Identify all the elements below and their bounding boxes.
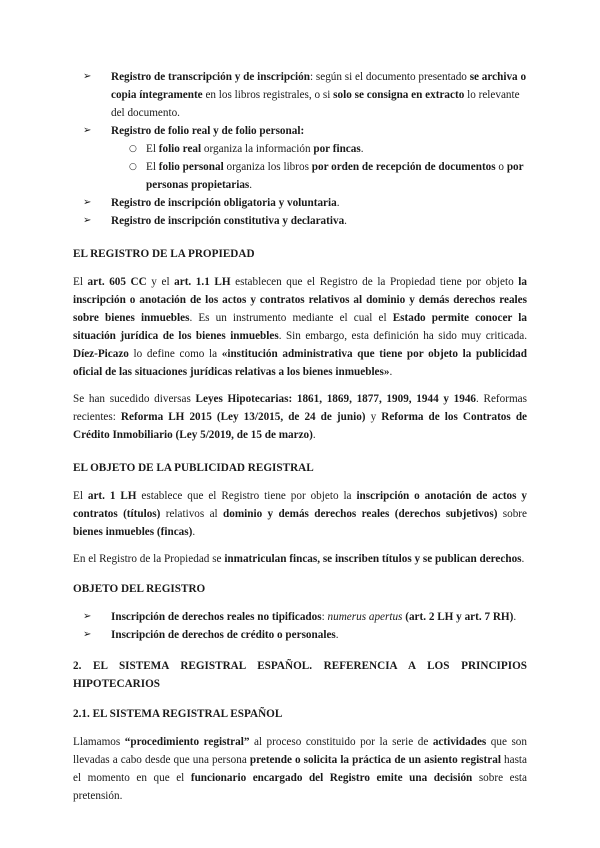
section-heading-registro-propiedad: EL REGISTRO DE LA PROPIEDAD	[73, 248, 255, 260]
list-item-derechos-credito: ➢ Inscripción de derechos de crédito o personales.	[73, 626, 527, 644]
section-heading-objeto-publicidad: EL OBJETO DE LA PUBLICIDAD REGISTRAL	[73, 462, 314, 474]
list-item-constitutive: ➢ Registro de inscripción constitutiva y declarativa.	[73, 212, 527, 230]
section-heading-2-1: 2.1. EL SISTEMA REGISTRAL ESPAÑOL	[73, 708, 283, 720]
document-content	[73, 68, 527, 805]
section-heading-objeto-registro: OBJETO DEL REGISTRO	[73, 583, 206, 595]
section-heading-sistema-registral: 2. EL SISTEMA REGISTRAL ESPAÑOL. REFERENCIA A LOS PRINCIPIOS HIPOTECARIOS	[73, 660, 527, 690]
list-item-folio: ➢ Registro de folio real y de folio personal: ○ El folio real organiza la información por fincas. ○ El folio personal organiza los libros por orden de recepción de documentos o por personas propietarias.	[73, 122, 527, 194]
folio-sublist	[111, 140, 527, 194]
paragraph-leyes-hipotecarias: Se han sucedido diversas Leyes Hipotecarias: 1861, 1869, 1877, 1909, 1944 y 1946. Reformas recientes: Reforma LH 2015 (Ley 13/2015, de 24 de junio) y Reforma de los Contratos de Crédito Inmobiliario (Ley 5/2019, de 15 de marzo).	[73, 393, 528, 441]
item-title: Registro de transcripción y de inscripción	[111, 71, 310, 83]
list-item-obligatory: ➢ Registro de inscripción obligatoria y voluntaria.	[73, 194, 527, 212]
item-title: Registro de folio real y de folio personal	[111, 125, 301, 137]
sublist-item-folio-personal: ○ El folio personal organiza los libros por orden de recepción de documentos o por personas propietarias.	[111, 158, 527, 194]
list-item-transcription: ➢ Registro de transcripción y de inscripción: según si el documento presentado se archiva o copia íntegramente en los libros registrales, o si solo se consigna en extracto lo relevante del documento.	[73, 68, 527, 122]
objeto-registro-list	[73, 608, 527, 644]
registry-types-list	[73, 68, 527, 230]
paragraph-inmatriculan: En el Registro de la Propiedad se inmatriculan fincas, se inscriben títulos y se publican derechos.	[73, 553, 525, 565]
paragraph-procedimiento-registral: Llamamos “procedimiento registral” al proceso constituido por la serie de actividades que son llevadas a cabo desde que una persona pretende o solicita la práctica de un asiento registral hasta el momento en que el funcionario encargado del Registro emite una decisión sobre esta pretensión.	[73, 736, 528, 802]
sublist-item-folio-real: ○ El folio real organiza la información por fincas.	[111, 140, 527, 158]
paragraph-registro-definition: El art. 605 CC y el art. 1.1 LH establecen que el Registro de la Propiedad tiene por objeto la inscripción o anotación de los actos y contratos relativos al dominio y demás derechos reales sobre bienes inmuebles. Es un instrumento mediante el cual el Estado permite conocer la situación jurídica de los bienes inmuebles. Sin embargo, esta definición ha sido muy criticada. Díez-Picazo lo define como la «institución administrativa que tiene por objeto la publicidad oficial de las situaciones jurídicas relativas a los bienes inmuebles».	[73, 276, 527, 378]
paragraph-art1-lh: El art. 1 LH establece que el Registro tiene por objeto la inscripción o anotación de actos y contratos (títulos) relativos al dominio y demás derechos reales (derechos subjetivos) sobre bienes inmuebles (fincas).	[73, 490, 528, 538]
list-item-derechos-reales: ➢ Inscripción de derechos reales no tipificados: numerus apertus (art. 2 LH y art. 7 RH).	[73, 608, 527, 626]
